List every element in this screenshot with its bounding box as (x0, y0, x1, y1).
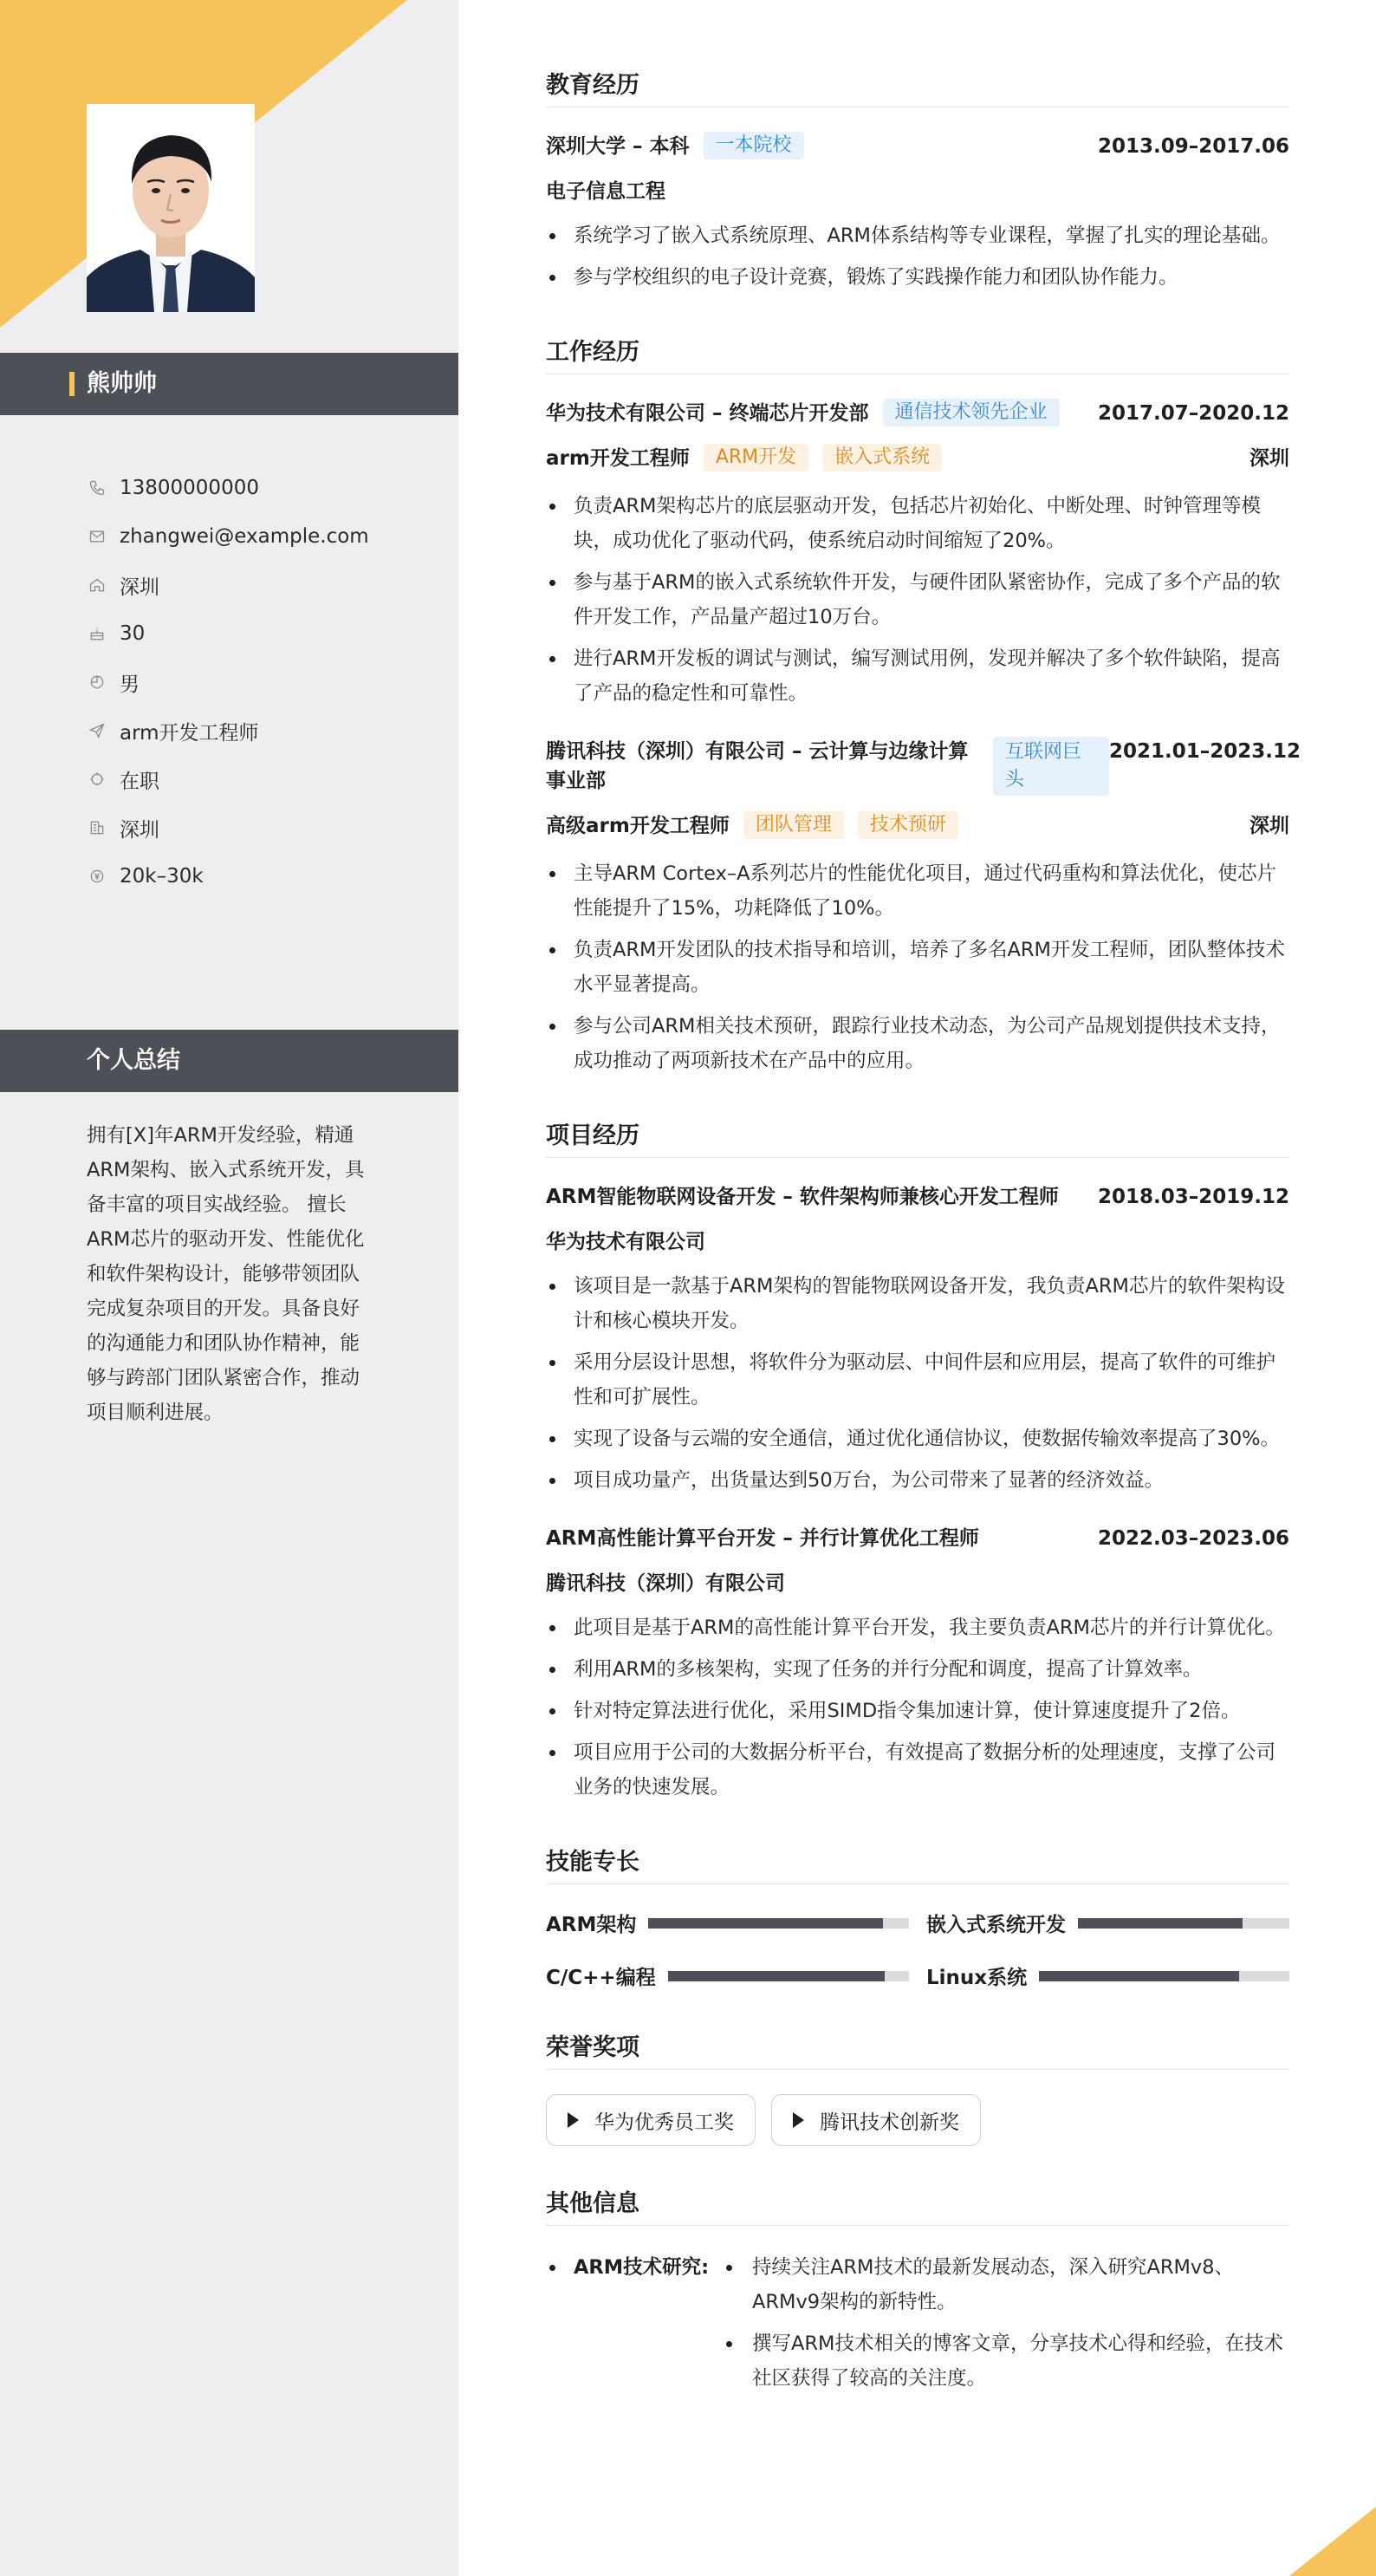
list-item: 负责ARM架构芯片的底层驱动开发，包括芯片初始化、中断处理、时钟管理等模块，成功优化了驱动代码，使系统启动时间缩短了20%。 (546, 489, 1289, 558)
info-salary (87, 852, 433, 901)
home-icon (87, 575, 107, 595)
list-item: 持续关注ARM技术的最新发展动态，深入研究ARMv8、ARMv9架构的新特性。 (723, 2250, 1289, 2319)
skill-tag: 嵌入式系统 (822, 444, 942, 472)
education-date: 2013.09–2017.06 (1097, 135, 1289, 158)
info-text: 在职 (120, 770, 159, 793)
summary-title: 个人总结 (87, 1047, 180, 1074)
summary-text: 拥有[X]年ARM开发经验，精通ARM架构、嵌入式系统开发，具备丰富的项目实战经验。 擅长ARM芯片的驱动开发、性能优化和软件架构设计，能够带领团队完成复杂项目的开发。具备良好的沟通能力和团队协作精神，能够与跨部门团队紧密合作，推动项目顺利进展。 (87, 1124, 365, 1424)
name-accent (69, 372, 75, 396)
skill-tag: 技术预研 (858, 811, 958, 839)
company-name: 华为技术有限公司 – 终端芯片开发部 (546, 402, 869, 425)
projects-section (546, 1116, 1289, 1805)
project-company: 腾讯科技（深圳）有限公司 (546, 1572, 785, 1595)
info-text: 13800000000 (120, 477, 259, 499)
education-section (546, 66, 1289, 295)
list-item: 针对特定算法进行优化，采用SIMD指令集加速计算，使计算速度提升了2倍。 (546, 1694, 1289, 1728)
project-date: 2018.03–2019.12 (1097, 1186, 1289, 1208)
info-phone (87, 464, 433, 512)
skill-name: Linux系统 (926, 1967, 1028, 1989)
phone-icon (87, 478, 107, 498)
awards-section (546, 2028, 1289, 2146)
corner-decoration (1289, 2507, 1376, 2576)
info-text: 20k–30k (120, 865, 204, 888)
contact-info (87, 464, 433, 901)
skill-fill (1078, 1918, 1243, 1929)
info-status (87, 755, 433, 803)
list-item: 项目应用于公司的大数据分析平台，有效提高了数据分析的处理速度，支撑了公司业务的快速发展。 (546, 1735, 1289, 1805)
info-age (87, 609, 433, 658)
info-gender (87, 658, 433, 706)
list-item: 参与基于ARM的嵌入式系统软件开发，与硬件团队紧密协作，完成了多个产品的软件开发工作，产品量产超过10万台。 (546, 565, 1289, 634)
section-title: 荣誉奖项 (546, 2028, 1289, 2070)
skill-fill (648, 1918, 883, 1929)
section-title: 项目经历 (546, 1116, 1289, 1158)
award-label: 腾讯技术创新奖 (820, 2111, 959, 2134)
job-header (546, 737, 1301, 796)
project-name: ARM高性能计算平台开发 – 并行计算优化工程师 (546, 1527, 979, 1550)
skill-name: 嵌入式系统开发 (926, 1914, 1066, 1936)
play-icon (793, 2112, 804, 2128)
job-position: 高级arm开发工程师 (546, 815, 730, 837)
main-content (546, 66, 1301, 2441)
name-bar (0, 353, 458, 415)
list-item: 该项目是一款基于ARM架构的智能物联网设备开发，我负责ARM芯片的软件架构设计和核心模块开发。 (546, 1269, 1289, 1338)
send-icon (87, 720, 107, 741)
list-item: 主导ARM Cortex–A系列芯片的性能优化项目，通过代码重构和算法优化，使芯片性能提升了15%，功耗降低了10%。 (546, 856, 1289, 926)
profile-name: 熊帅帅 (87, 370, 157, 397)
avatar (87, 104, 255, 312)
skill-bar (648, 1918, 909, 1929)
list-item: 参与学校组织的电子设计竞赛，锻炼了实践操作能力和团队协作能力。 (546, 260, 1289, 295)
mail-icon (87, 526, 107, 547)
project-company: 华为技术有限公司 (546, 1231, 705, 1253)
info-text: zhangwei@example.com (120, 525, 369, 548)
skill-fill (668, 1971, 885, 1981)
education-header (546, 132, 1289, 161)
play-icon (568, 2112, 579, 2128)
status-icon (87, 769, 107, 790)
skill-item (546, 1909, 909, 1937)
job-date: 2021.01–2023.12 (1109, 740, 1301, 763)
project-header (546, 1524, 1289, 1553)
skills-section (546, 1843, 1289, 1990)
info-location (87, 561, 433, 609)
skills-grid (546, 1909, 1289, 1990)
project-bullets (546, 1610, 1289, 1805)
project-bullets (546, 1269, 1289, 1498)
info-city (87, 803, 433, 852)
project-name: ARM智能物联网设备开发 – 软件架构师兼核心开发工程师 (546, 1186, 1059, 1208)
job-header (546, 399, 1289, 428)
job-bullets (546, 856, 1289, 1078)
company-tag: 通信技术领先企业 (883, 399, 1060, 426)
job-position-row (546, 811, 1289, 841)
major: 电子信息工程 (546, 180, 665, 203)
info-email (87, 512, 433, 561)
info-text: 深圳 (120, 818, 159, 842)
list-item: 撰写ARM技术相关的博客文章，分享技术心得和经验，在技术社区获得了较高的关注度。 (723, 2326, 1289, 2396)
job-city: 深圳 (1249, 815, 1289, 837)
skill-fill (1039, 1971, 1239, 1981)
awards-list (546, 2094, 1289, 2146)
gender-icon (87, 672, 107, 693)
list-item: 进行ARM开发板的调试与测试，编写测试用例，发现并解决了多个软件缺陷，提高了产品的稳定性和可靠性。 (546, 641, 1289, 711)
skill-tag: ARM开发 (704, 444, 808, 472)
other-section (546, 2184, 1289, 2403)
skill-bar (1039, 1971, 1289, 1981)
skill-item (926, 1961, 1289, 1990)
list-item: 实现了设备与云端的安全通信，通过优化通信协议，使数据传输效率提高了30%。 (546, 1421, 1289, 1456)
skill-bar (668, 1971, 909, 1981)
list-item: 此项目是基于ARM的高性能计算平台开发，我主要负责ARM芯片的并行计算优化。 (546, 1610, 1289, 1645)
section-title: 工作经历 (546, 333, 1289, 374)
skill-tag: 团队管理 (743, 811, 844, 839)
company-name: 腾讯科技（深圳）有限公司 – 云计算与边缘计算事业部 (546, 740, 969, 792)
list-item: 负责ARM开发团队的技术指导和培训，培养了多名ARM开发工程师，团队整体技术水平显著提高。 (546, 933, 1289, 1002)
info-text: 深圳 (120, 576, 159, 599)
skill-bar (1078, 1918, 1289, 1929)
award-item (771, 2094, 981, 2146)
info-job (87, 706, 433, 755)
job-city: 深圳 (1249, 447, 1289, 470)
work-section (546, 333, 1301, 1078)
education-bullets (546, 218, 1289, 295)
job-bullets (546, 489, 1289, 711)
list-item: 系统学习了嵌入式系统原理、ARM体系结构等专业课程，掌握了扎实的理论基础。 (546, 218, 1289, 253)
skill-name: ARM架构 (546, 1914, 637, 1936)
skill-item (546, 1961, 909, 1990)
section-title: 其他信息 (546, 2184, 1289, 2226)
skill-item (926, 1909, 1289, 1937)
other-bullets (723, 2250, 1289, 2403)
summary-header (0, 1030, 458, 1092)
salary-icon (87, 866, 107, 887)
cake-icon (87, 623, 107, 644)
skill-name: C/C++编程 (546, 1967, 656, 1989)
job-date: 2017.07–2020.12 (1097, 402, 1289, 425)
sidebar (0, 0, 458, 2576)
award-item (546, 2094, 756, 2146)
job-position: arm开发工程师 (546, 447, 690, 470)
list-item: 采用分层设计思想，将软件分为驱动层、中间件层和应用层，提高了软件的可维护性和可扩展性。 (546, 1345, 1289, 1415)
school-name: 深圳大学 – 本科 (546, 135, 690, 158)
info-text: arm开发工程师 (120, 721, 259, 745)
list-item: 项目成功量产，出货量达到50万台，为公司带来了显著的经济效益。 (546, 1463, 1289, 1498)
award-label: 华为优秀员工奖 (594, 2111, 734, 2134)
section-title: 教育经历 (546, 66, 1289, 107)
building-icon (87, 817, 107, 838)
list-item: 参与公司ARM相关技术预研，跟踪行业技术动态，为公司产品规划提供技术支持，成功推动了两项新技术在产品中的应用。 (546, 1009, 1289, 1078)
project-header (546, 1182, 1289, 1212)
info-text: 30 (120, 622, 146, 645)
other-label: ARM技术研究: (546, 2250, 723, 2403)
job-position-row (546, 444, 1289, 473)
list-item: 利用ARM的多核架构，实现了任务的并行分配和调度，提高了计算效率。 (546, 1652, 1289, 1687)
project-date: 2022.03–2023.06 (1097, 1527, 1289, 1550)
info-text: 男 (120, 673, 140, 696)
school-tag: 一本院校 (704, 132, 804, 159)
company-tag: 互联网巨头 (993, 737, 1109, 796)
other-info (546, 2250, 1289, 2403)
section-title: 技能专长 (546, 1843, 1289, 1884)
